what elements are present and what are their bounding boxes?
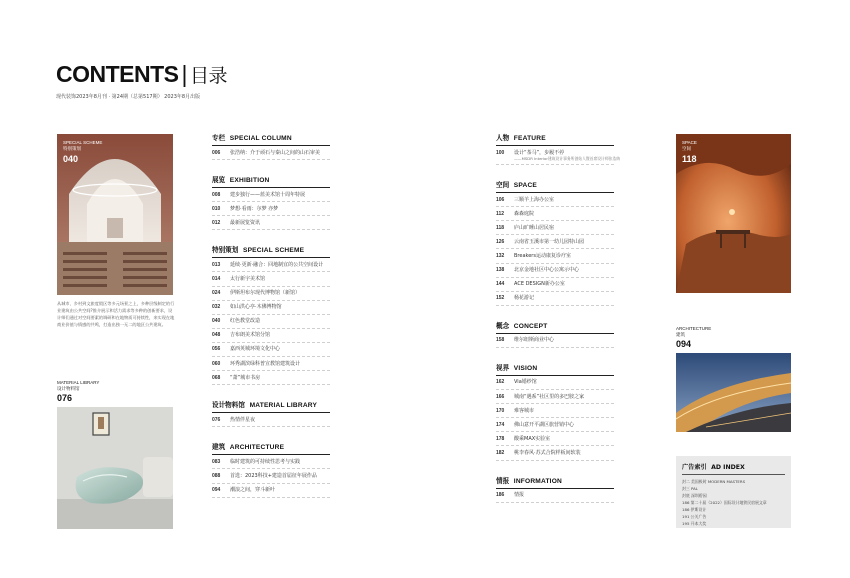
toc-entry[interactable] <box>212 258 330 272</box>
section-title-cn: 人物 <box>496 134 510 142</box>
section-title-cn: 空间 <box>496 181 510 190</box>
ad-index-item: 封底 深圳碧园 <box>682 493 707 498</box>
ad-index-item: 186 第二十届（2022）国际设计地铁民宿展文章 <box>682 500 767 505</box>
entry-title-text: 建步独行——蓝美术馆十周年特展 <box>230 191 306 198</box>
section-heading <box>496 320 614 334</box>
entry-title-text: 情报 <box>514 492 525 498</box>
entry-page-number: 006 <box>212 149 221 156</box>
entry-page-number: 032 <box>212 304 221 311</box>
entry-title <box>230 332 270 338</box>
contents-header <box>56 62 227 100</box>
entry-title <box>514 295 534 301</box>
toc-entry[interactable] <box>212 484 330 498</box>
entry-title <box>514 408 534 414</box>
feature-image-076[interactable] <box>57 407 173 529</box>
entry-title-text: 云南省玉溪市第一幼儿园特山园 <box>514 238 585 245</box>
entry-page-number: 094 <box>212 487 221 493</box>
feature-number-076: 076 <box>57 393 73 403</box>
section-title-en: EXHIBITION <box>229 177 270 185</box>
entry-title-text: Via婚纱馆 <box>514 379 537 386</box>
section-heading <box>212 244 330 258</box>
entry-title-text: 维尔纽斯商业中心 <box>514 337 555 344</box>
toc-entry[interactable] <box>212 455 330 469</box>
entry-title <box>230 304 282 310</box>
section-title-cn: 情报 <box>496 476 510 485</box>
section-title-en: FEATURE <box>513 135 546 142</box>
toc-section <box>496 475 614 503</box>
entry-page-number: 158 <box>496 337 505 344</box>
toc-entry[interactable] <box>496 334 614 348</box>
entry-title-text: 梦想·看雨：尔梦 亦梦 <box>230 205 279 212</box>
entry-title-text: “萧”城市书房 <box>230 374 261 381</box>
toc-entry[interactable] <box>496 235 614 249</box>
entry-subtitle: ——MSDR Interior建筑设计事务所创始人暨首席设计师张浩纳 <box>514 155 621 161</box>
toc-entry[interactable] <box>496 489 614 503</box>
entry-title <box>230 206 278 212</box>
entry-title-text: 设计“茶马”，步履不停 <box>514 149 565 156</box>
toc-entry[interactable] <box>212 301 330 315</box>
toc-entry[interactable] <box>496 221 614 235</box>
entry-title-text: 难客城市 <box>514 407 535 414</box>
entry-title <box>514 394 584 400</box>
entry-page-number: 126 <box>496 238 505 245</box>
section-heading <box>212 174 330 188</box>
feature-label-118: SPACE 空间 <box>682 140 697 151</box>
entry-page-number: 170 <box>496 407 505 414</box>
entry-page-number: 174 <box>496 421 505 428</box>
entry-page-number: 138 <box>496 267 505 274</box>
entry-title <box>514 379 537 385</box>
entry-page-number: 083 <box>212 458 221 465</box>
toc-entry[interactable] <box>212 146 330 160</box>
section-heading <box>212 441 330 455</box>
section-heading <box>212 132 330 146</box>
section-title-cn: 概念 <box>496 321 510 330</box>
section-title-en: MATERIAL LIBRARY <box>249 402 318 410</box>
section-title-cn: 建筑 <box>212 443 226 452</box>
feature-image-094[interactable] <box>676 353 791 432</box>
toc-entry[interactable] <box>212 272 330 286</box>
toc-entry[interactable] <box>212 287 330 301</box>
toc-entry[interactable] <box>496 432 614 446</box>
entry-title <box>514 492 524 498</box>
entry-title-text: 如山洪心亭·木佛博物馆 <box>230 304 282 311</box>
feature-caption: 从城市、乡村到文旅度假区等多元场景之上，多种层级制定的行业建筑由公共空间?推介展示和活力需求等多种的创新要求，设计师们通过对空间要素的调研和在地物质可持续性，来实现在地商业价值与情感的共鸣，打造出独一无二的地区公共建筑。 <box>57 301 175 327</box>
entry-title <box>230 375 260 381</box>
entry-page-number: 162 <box>496 379 505 386</box>
title-chinese: 目录 <box>189 66 227 87</box>
toc-entry[interactable] <box>212 469 330 483</box>
entry-page-number: 166 <box>496 393 505 400</box>
feature-label-076: MATERIAL LIBRARY 设计物料馆 <box>57 380 100 391</box>
entry-title-text: 潮浪之间，穿斗新叶 <box>230 487 276 493</box>
entry-page-number: 013 <box>212 261 221 268</box>
entry-title <box>514 450 581 456</box>
entry-page-number: 186 <box>496 492 505 498</box>
toc-entry[interactable] <box>496 146 621 165</box>
toc-entry[interactable] <box>496 264 614 278</box>
entry-title <box>230 262 323 268</box>
toc-entry[interactable] <box>212 315 330 329</box>
entry-title <box>230 417 255 423</box>
entry-page-number: 076 <box>212 416 221 423</box>
entry-title <box>514 150 620 161</box>
section-title-en: CONCEPT <box>513 322 548 330</box>
toc-entry[interactable] <box>496 418 614 432</box>
toc-entry[interactable] <box>212 343 330 357</box>
entry-page-number: 024 <box>212 290 221 297</box>
ad-index-title-en: AD INDEX <box>711 464 745 471</box>
entry-page-number: 008 <box>212 191 221 198</box>
ad-index-box <box>676 456 791 528</box>
section-title-en: SPACE <box>513 182 538 190</box>
page-title <box>56 62 227 89</box>
ad-index-item: 封三 PAL <box>682 486 698 491</box>
toc-section <box>212 399 330 427</box>
entry-title-text: 热情伴星夜 <box>230 416 256 423</box>
section-heading <box>212 399 330 413</box>
ad-index-item: 封二 美国极时 MODERN MASTERS <box>682 479 746 484</box>
entry-page-number: 012 <box>212 219 221 226</box>
section-title-cn: 视界 <box>496 363 510 372</box>
section-title-cn: 展览 <box>212 176 226 185</box>
toc-entry[interactable] <box>212 216 330 230</box>
ad-index-heading <box>682 462 785 475</box>
entry-title <box>514 267 579 273</box>
entry-page-number: 112 <box>496 210 505 217</box>
feature-number-118: 118 <box>682 154 697 164</box>
glass-table-image <box>57 407 173 529</box>
toc-right-column <box>496 132 621 503</box>
feature-label-094: ARCHITECTURE 建筑 <box>676 326 712 337</box>
feature-number-040: 040 <box>63 154 79 164</box>
toc-entry[interactable] <box>496 278 614 292</box>
entry-title-text: 临时建筑的可持续性思考与实践 <box>230 458 301 465</box>
toc-section <box>212 441 330 497</box>
toc-section <box>496 179 614 306</box>
entry-title <box>230 220 260 226</box>
ad-index-item: 186 伊斯设计 <box>682 507 707 512</box>
entry-page-number: 118 <box>496 224 505 231</box>
section-title-cn: 特别策划 <box>212 246 239 255</box>
entry-page-number: 068 <box>212 374 221 381</box>
entry-title-text: 嘉西英城环境文化中心 <box>230 346 281 353</box>
ad-index-title-cn: 广告索引 <box>682 464 707 471</box>
entry-title <box>514 211 534 217</box>
entry-title <box>230 290 300 296</box>
toc-entry[interactable] <box>496 376 614 390</box>
section-heading <box>496 132 614 146</box>
feature-number-094: 094 <box>676 339 692 349</box>
entry-title <box>230 276 265 282</box>
entry-title-text: 最新展览资讯 <box>230 219 261 226</box>
toc-section <box>496 320 614 348</box>
ad-index-item: 191 公关广告 <box>682 514 707 519</box>
entry-title-text: 庐山旷睡山居民宿 <box>514 224 555 231</box>
toc-entry[interactable] <box>212 202 330 216</box>
section-title-cn: 专栏 <box>212 134 226 142</box>
entry-title-text: 张浩纳：介于顽石与秦山之间的山石审美 <box>230 149 321 156</box>
entry-page-number: 056 <box>212 346 221 353</box>
entry-page-number: 182 <box>496 449 505 456</box>
entry-page-number: 060 <box>212 360 221 367</box>
entry-page-number: 144 <box>496 281 505 288</box>
toc-entry[interactable] <box>496 249 614 263</box>
toc-entry[interactable] <box>496 292 614 306</box>
toc-section <box>212 174 330 230</box>
entry-title-text: 酸乘MAX实验室 <box>514 435 551 442</box>
feature-image-118[interactable] <box>676 134 791 293</box>
section-title-en: SPECIAL SCHEME <box>242 247 305 255</box>
section-title-en: ARCHITECTURE <box>229 444 285 452</box>
toc-entry[interactable] <box>212 371 330 385</box>
entry-page-number: 132 <box>496 252 505 259</box>
entry-title <box>514 197 554 203</box>
entry-title <box>514 225 554 231</box>
toc-left-column <box>212 132 330 498</box>
toc-section <box>212 132 330 160</box>
entry-title <box>514 436 550 442</box>
entry-title-text: 桃李春风·苏式合院样板间软装 <box>514 449 581 456</box>
toc-entry[interactable] <box>496 446 614 460</box>
entry-title <box>514 337 554 343</box>
entry-title-text: 吉布朗美术馆分馆 <box>230 332 271 339</box>
entry-title-text: 城南“遇系”社区里的多巴胺之家 <box>514 393 585 400</box>
entry-title-text: Breakers运动康复诊疗室 <box>514 252 571 259</box>
toc-entry[interactable] <box>212 188 330 202</box>
entry-page-number: 040 <box>212 318 221 325</box>
feature-image-040[interactable] <box>57 134 173 295</box>
entry-page-number: 100 <box>496 149 505 156</box>
toc-entry[interactable] <box>212 357 330 371</box>
toc-section <box>496 132 621 165</box>
entry-title-text: 佛山意开平湖区旅营销中心 <box>514 421 575 428</box>
entry-title <box>230 361 300 367</box>
issue-info: 现代装饰2023年8月刊 · 第24期（总第517期） 2023年8月出版 <box>56 94 201 100</box>
architecture-dusk-image <box>676 353 791 432</box>
entry-title <box>514 253 571 259</box>
entry-page-number: 152 <box>496 295 505 302</box>
entry-page-number: 178 <box>496 435 505 442</box>
entry-page-number: 088 <box>212 472 221 479</box>
toc-entry[interactable] <box>212 413 330 427</box>
entry-title <box>514 281 565 287</box>
entry-title-text: ACE DESIGN新办公室 <box>514 281 565 288</box>
toc-entry[interactable] <box>496 207 614 221</box>
ad-index-list <box>682 478 785 527</box>
entry-title <box>230 487 275 493</box>
entry-title <box>514 422 574 428</box>
entry-title-text: 北京金地社区中心公寓示中心 <box>514 267 580 274</box>
entry-title <box>230 346 280 352</box>
entry-title <box>230 150 320 156</box>
toc-section <box>496 362 614 461</box>
entry-title <box>230 473 317 479</box>
toc-entry[interactable] <box>212 329 330 343</box>
section-heading <box>496 179 614 193</box>
section-title-en: SPECIAL COLUMN <box>229 135 292 142</box>
entry-page-number: 106 <box>496 196 505 203</box>
entry-title-text: 首选：2023科技+建造首届征年展作品 <box>230 472 317 479</box>
entry-title-text: 太行新宇美术馆 <box>230 275 266 282</box>
section-title-cn: 设计物料馆 <box>212 401 245 410</box>
entry-title-text: 延续·更新·融合：回地制宜的公共空间设计 <box>230 261 324 268</box>
entry-title-text: 杨花游记 <box>514 295 535 302</box>
entry-title <box>230 192 305 198</box>
feature-label-040: SPECIAL SCHEME 特别策划 <box>63 140 103 151</box>
title-english: CONTENTS <box>56 61 179 87</box>
entry-title-text: 伊斯坦布尔现代博物馆（新馆） <box>230 290 301 297</box>
section-heading <box>496 475 614 489</box>
entry-title-text: 环秀湖滨绿科普宣教馆建筑设计 <box>230 360 301 367</box>
toc-entry[interactable] <box>496 404 614 418</box>
entry-page-number: 010 <box>212 205 221 212</box>
section-title-en: INFORMATION <box>513 477 563 485</box>
entry-page-number: 048 <box>212 332 221 339</box>
section-heading <box>496 362 614 376</box>
ad-index-item: 195 开本大奖 <box>682 521 707 526</box>
toc-entry[interactable] <box>496 390 614 404</box>
toc-entry[interactable] <box>496 193 614 207</box>
entry-title-text: 三顺羊上海办公室 <box>514 196 555 203</box>
entry-title-text: 森森庭院 <box>514 210 535 217</box>
title-separator: | <box>181 61 187 87</box>
entry-title <box>230 318 260 324</box>
entry-title <box>514 239 584 245</box>
toc-section <box>212 244 330 385</box>
section-title-en: VISION <box>513 364 538 372</box>
entry-title-text: 红色教堂改造 <box>230 318 261 325</box>
entry-title <box>230 459 300 465</box>
entry-page-number: 014 <box>212 275 221 282</box>
